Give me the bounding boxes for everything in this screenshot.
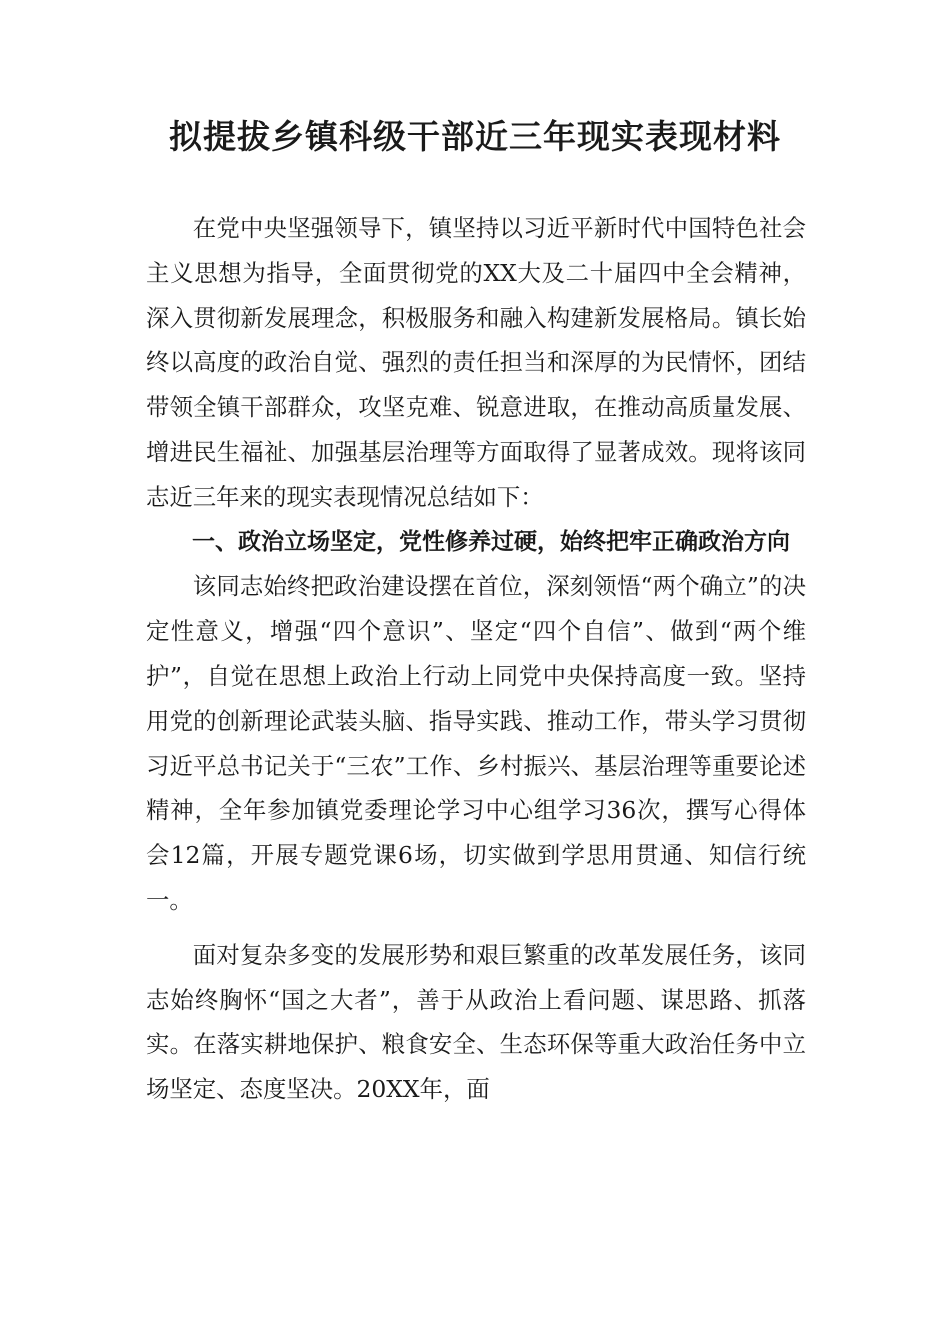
body-paragraph-1: 该同志始终把政治建设摆在首位，深刻领悟“两个确立”的决定性意义，增强“四个意识”、坚定“四个自信”、做到“两个维护”，自觉在思想上政治上行动上同党中央保持高度一致。坚持用党的创新理论武装头脑、指导实践、推动工作，带头学习贯彻习近平总书记关于“三农”工作、乡村振兴、基层治理等重要论述精神，全年参加镇党委理论学习中心组学习36次，撰写心得体会12篇，开展专题党课6场，切实做到学思用贯通、知信行统一。	[146, 572, 806, 914]
intro-paragraph: 在党中央坚强领导下，镇坚持以习近平新时代中国特色社会主义思想为指导，全面贯彻党的XX大及二十届四中全会精神，深入贯彻新发展理念，积极服务和融入构建新发展格局。镇长始终以高度的政治自觉、强烈的责任担当和深厚的为民情怀，团结带领全镇干部群众，攻坚克难、锐意进取，在推动高质量发展、增进民生福祉、加强基层治理等方面取得了显著成效。现将该同志近三年来的现实表现情况总结如下：	[146, 214, 806, 511]
document-title: 拟提拔乡镇科级干部近三年现实表现材料	[169, 117, 781, 156]
section-heading-1: 一、政治立场坚定，党性修养过硬，始终把牢正确政治方向	[192, 528, 790, 555]
document-body	[146, 206, 806, 1112]
body-paragraph-2: 面对复杂多变的发展形势和艰巨繁重的改革发展任务，该同志始终胸怀“国之大者”，善于从政治上看问题、谋思路、抓落实。在落实耕地保护、粮食安全、生态环保等重大政治任务中立场坚定、态度坚决。20XX年，面	[146, 940, 806, 1104]
